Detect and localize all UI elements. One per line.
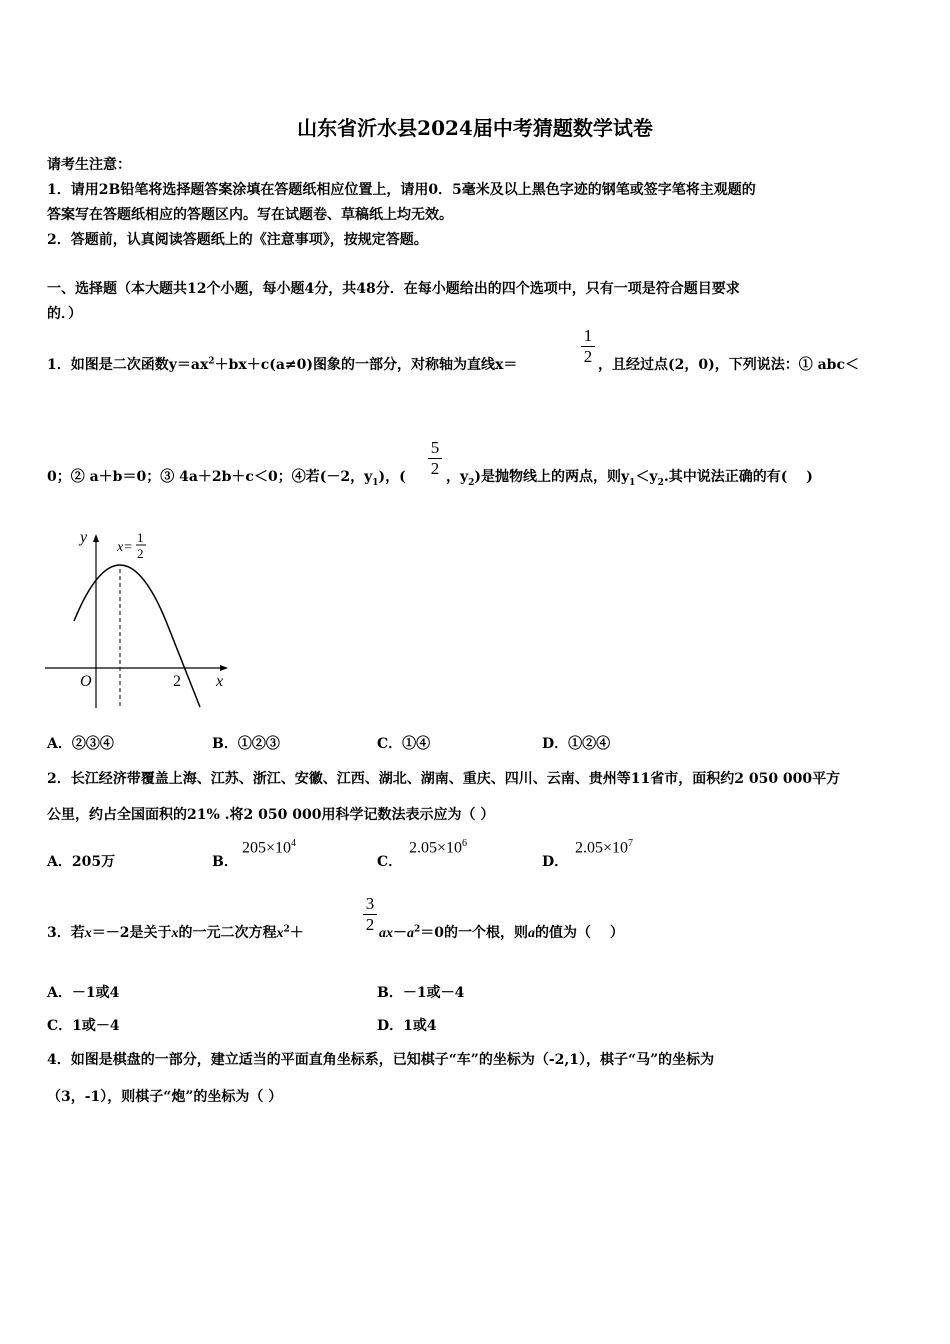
q1-stem-line1: 1．如图是二次函数$y=ax^2+bx+c(a\ne 0)$图象的一部分，对称轴为直线x＝	[47, 356, 518, 373]
q2-stem-line1: 2．长江经济带覆盖上海、江苏、浙江、安徽、江西、湖北、湖南、重庆、四川、云南、贵州等11省市，面积约2 050 000平方	[47, 771, 841, 787]
parabola-curve	[74, 565, 200, 707]
q2-option-c-value[interactable]: $2.05\times 10^6$	[409, 838, 468, 857]
x-axis-arrow	[220, 665, 228, 671]
q2-stem-line2: 公里，约占全国面积的21% .将2 050 000用科学记数法表示应为（ ）	[47, 807, 495, 823]
q3-stem-cont: $ax-a^2=0$的一个根，则a的值为（ ）	[379, 924, 624, 941]
q1-option-d[interactable]: D．①②④	[542, 736, 611, 752]
parabola-graph	[40, 520, 240, 715]
x-axis-label: x	[216, 673, 224, 690]
q3-option-a[interactable]: A．－1或4	[47, 985, 120, 1001]
section-heading-cont: 的．）	[47, 306, 82, 322]
page-title: 山东省沂水县2024届中考猜题数学试卷	[297, 116, 653, 140]
section-heading: 一、选择题（本大题共12个小题，每小题4分，共48分．在每小题给出的四个选项中，只有一项是符合题目要求	[47, 281, 740, 297]
q1-stem-line1-cont: ，且经过点(2，0)，下列说法：① abc＜	[598, 357, 859, 373]
symmetry-axis-label: x=	[117, 540, 133, 555]
q1-option-a[interactable]: A．②③④	[47, 736, 114, 752]
notice-line-1: 1．请用2B铅笔将选择题答案涂填在答题纸相应位置上，请用0．5毫米及以上黑色字迹的钢笔或签字笔将主观题的	[47, 182, 756, 198]
root-label: 2	[173, 673, 181, 690]
q4-stem-line1: 4．如图是棋盘的一部分，建立适当的平面直角坐标系，已知棋子“车”的坐标为（-2,1），棋子“马”的坐标为	[47, 1052, 715, 1068]
symmetry-frac-num: 1	[137, 530, 144, 545]
origin-label: O	[80, 673, 92, 690]
q3-option-b[interactable]: B．－1或－4	[377, 985, 465, 1001]
y-axis-label: y	[80, 529, 88, 546]
q2-option-a[interactable]: A．205万	[47, 854, 116, 870]
q2-option-c-label[interactable]: C．	[377, 854, 403, 870]
notice-line-2: 答案写在答题纸相应的答题区内。写在试题卷、草稿纸上均无效。	[47, 207, 453, 223]
notice-line-3: 2．答题前，认真阅读答题纸上的《注意事项》，按规定答题。	[47, 232, 428, 248]
q2-option-d-label[interactable]: D．	[542, 854, 569, 870]
y-axis-arrow	[93, 534, 99, 542]
q2-option-b-value[interactable]: $205\times 10^4$	[242, 838, 297, 857]
q3-fraction: 3 2	[363, 895, 377, 934]
q1-stem-line2: 0；② a＋b＝0；③ 4a＋2b＋c＜0；④若(－2，$y_1$)，(	[47, 469, 406, 488]
q1-fraction-five-halves: 5 2	[428, 439, 442, 478]
q2-option-d-value[interactable]: $2.05\times 10^7$	[575, 838, 634, 857]
q4-stem-line2: （3，-1），则棋子“炮”的坐标为（ ）	[47, 1089, 283, 1105]
q1-option-b[interactable]: B．①②③	[212, 736, 280, 752]
q3-stem: 3．若x＝－2是关于x的一元二次方程$x^2+$	[47, 924, 304, 941]
q1-fraction-half: 1 2	[581, 327, 595, 366]
notice-heading: 请考生注意：	[47, 157, 131, 173]
q2-option-b-label[interactable]: B．	[212, 854, 238, 870]
q1-stem-line2-cont: ，$y_2$)是抛物线上的两点，则$y_1<y_2$.其中说法正确的有( )	[446, 469, 813, 488]
q3-option-c[interactable]: C．1或－4	[47, 1018, 120, 1034]
symmetry-frac-den: 2	[137, 546, 144, 561]
q3-option-d[interactable]: D．1或4	[377, 1018, 437, 1034]
q1-option-c[interactable]: C．①④	[377, 736, 431, 752]
